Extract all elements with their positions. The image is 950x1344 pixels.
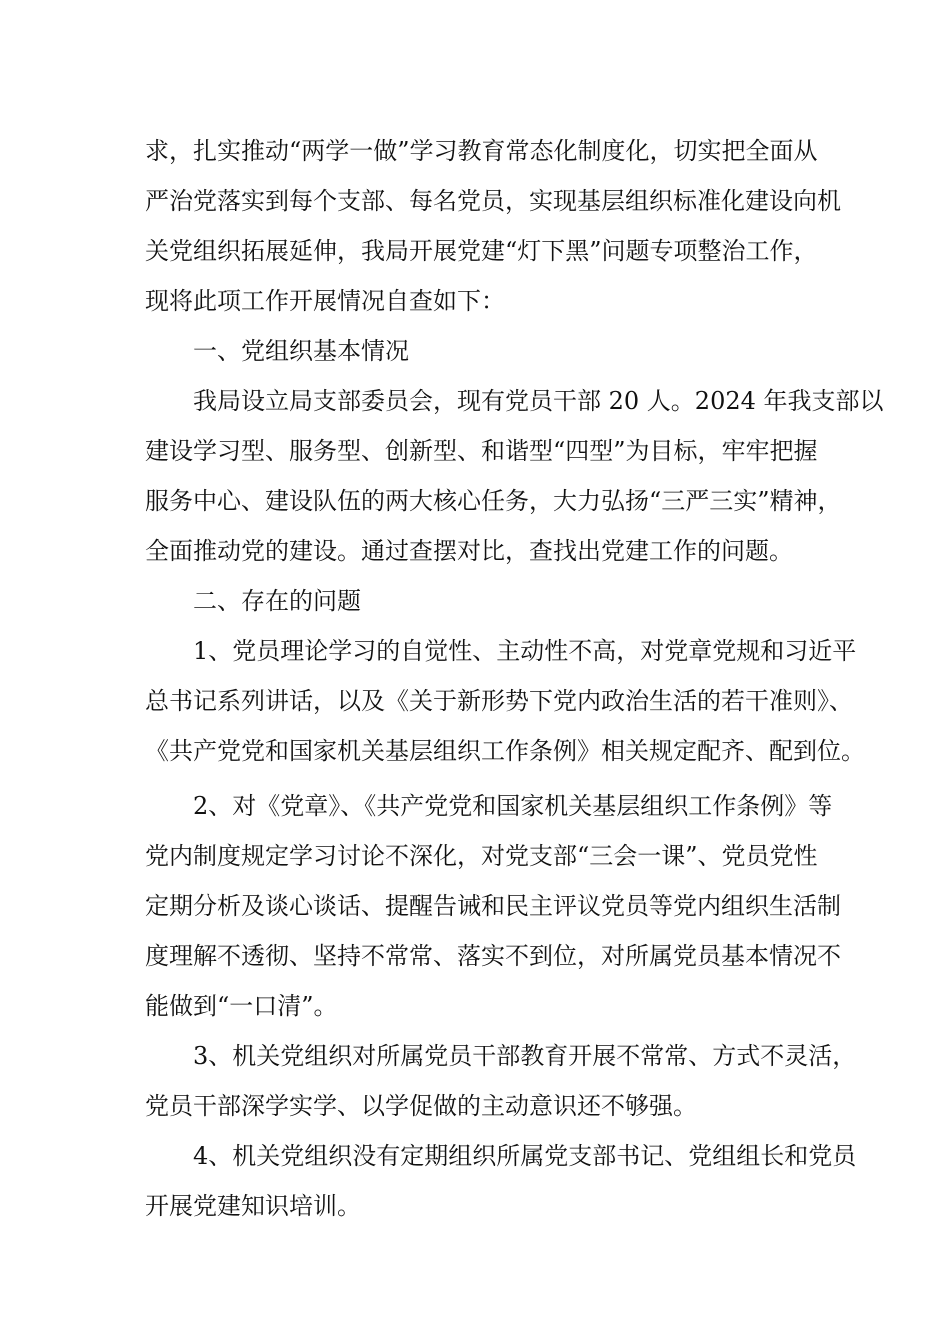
paragraph-line: 度理解不透彻、坚持不常常、落实不到位，对所属党员基本情况不	[145, 942, 841, 970]
paragraph-line: 定期分析及谈心谈话、提醒告诫和民主评议党员等党内组织生活制	[145, 892, 841, 920]
paragraph-line: 党内制度规定学习讨论不深化，对党支部“三会一课”、党员党性	[145, 842, 818, 870]
paragraph-line: 1、党员理论学习的自觉性、主动性不高，对党章党规和习近平	[193, 637, 857, 665]
paragraph-line: 3、机关党组织对所属党员干部教育开展不常常、方式不灵活，	[193, 1042, 857, 1070]
paragraph-line: 开展党建知识培训。	[145, 1192, 361, 1220]
paragraph-line: 2、对《党章》、《共产党党和国家机关基层组织工作条例》等	[193, 792, 833, 820]
paragraph-line: 求，扎实推动“两学一做”学习教育常态化制度化，切实把全面从	[145, 137, 818, 165]
paragraph-line: 服务中心、建设队伍的两大核心任务，大力弘扬“三严三实”精神，	[145, 487, 842, 515]
paragraph-line: 严治党落实到每个支部、每名党员，实现基层组织标准化建设向机	[145, 187, 841, 215]
paragraph-line: 《共产党党和国家机关基层组织工作条例》相关规定配齐、配到位。	[145, 737, 865, 765]
paragraph-line: 关党组织拓展延伸，我局开展党建“灯下黑”问题专项整治工作，	[145, 237, 818, 265]
paragraph-line: 党员干部深学实学、以学促做的主动意识还不够强。	[145, 1092, 697, 1120]
section-heading: 一、党组织基本情况	[193, 337, 409, 365]
paragraph-line: 能做到“一口清”。	[145, 992, 338, 1020]
paragraph-line: 4、机关党组织没有定期组织所属党支部书记、党组组长和党员	[193, 1142, 857, 1170]
section-heading: 二、存在的问题	[193, 587, 361, 615]
paragraph-line: 我局设立局支部委员会，现有党员干部 20 人。2024 年我支部以	[193, 387, 884, 415]
paragraph-line: 建设学习型、服务型、创新型、和谐型“四型”为目标，牢牢把握	[145, 437, 818, 465]
paragraph-line: 总书记系列讲话，以及《关于新形势下党内政治生活的若干准则》、	[145, 687, 853, 715]
paragraph-line: 全面推动党的建设。通过查摆对比，查找出党建工作的问题。	[145, 537, 793, 565]
paragraph-line: 现将此项工作开展情况自查如下：	[145, 287, 505, 315]
